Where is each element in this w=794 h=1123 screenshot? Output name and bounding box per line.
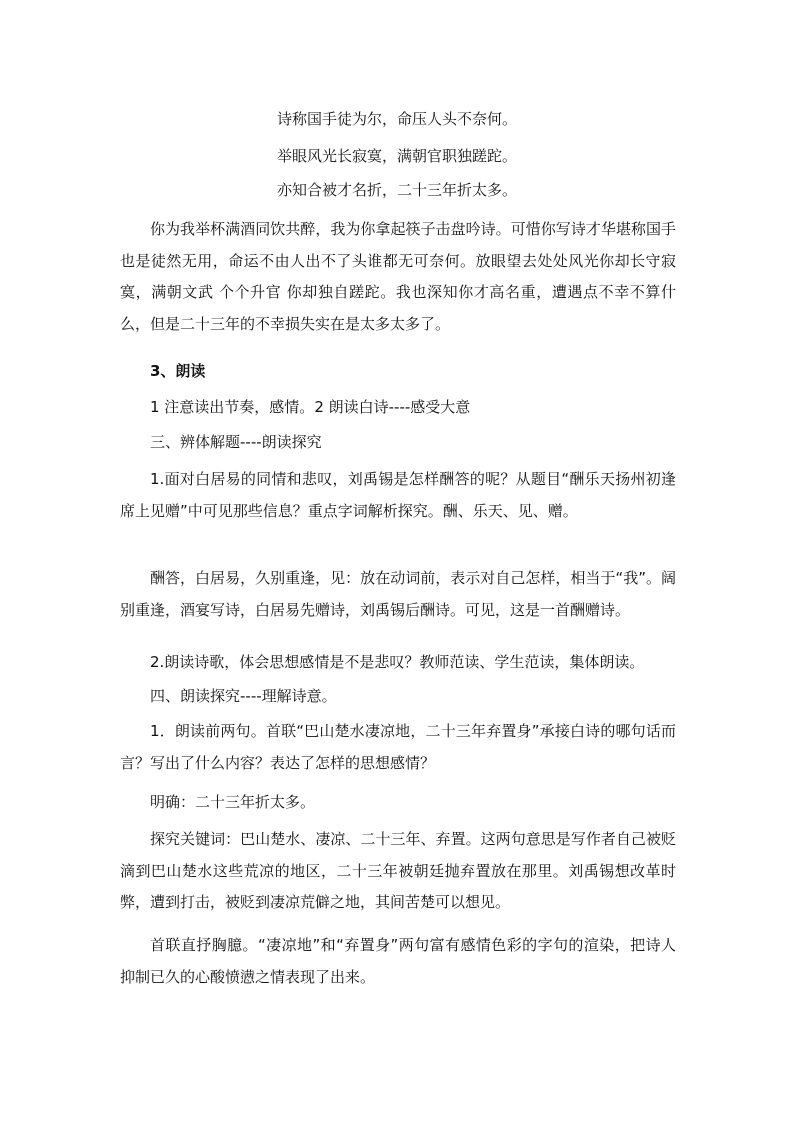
answer-paragraph: 明确：二十三年折太多。 — [150, 793, 316, 811]
section-heading-three: 三、辨体解题----朗读探究 — [150, 433, 322, 451]
explanation-paragraph-2: 探究关键词：巴山楚水、凄凉、二十三年、弃置。这两句意思是写作者自己被贬滴到巴山楚水这些荒凉的地区，二十三年被朝廷抛弃置放在那里。刘禹锡想改革时弊，遭到打击，被贬到凄凉荒僻之地，其间苦楚可以想见。 — [120, 830, 676, 911]
poem-line-1: 诗称国手徒为尔，命压人头不奈何。 — [276, 110, 517, 128]
poem-line-2: 举眼风光长寂寞，满朝官职独蹉跎。 — [276, 147, 517, 165]
section-heading-reading: 3、朗读 — [150, 362, 206, 380]
section-heading-four: 四、朗读探究----理解诗意。 — [150, 687, 337, 705]
translation-paragraph: 你为我举杯满酒同饮共醉，我为你拿起筷子击盘吟诗。可惜你写诗才华堪称国手也是徒然无用，命运不由人出不了头谁都无可奈何。放眼望去处处风光你却长守寂寞，满朝文武 个个升官 你却独自蹉跎。我也深知你才高名重，遭遇点不幸不算什么，但是二十三年的不幸损失实在是太多太多了。 — [120, 220, 676, 333]
question-paragraph-1: 1.面对白居易的同情和悲叹，刘禹锡是怎样酬答的呢？从题目“酬乐天扬州初逢席上见赠”中可见那些信息？重点字词解析探究。酬、乐天、见、赠。 — [120, 470, 676, 520]
explanation-paragraph-1: 酬答，白居易，久别重逢，见：放在动词前，表示对自己怎样，相当于“我”。阔别重逢，酒宴写诗，白居易先赠诗，刘禹锡后酬诗。可见，这是一首酬赠诗。 — [120, 569, 676, 619]
question-paragraph-3: 1．朗读前两句。首联“巴山楚水凄凉地，二十三年弃置身”承接白诗的哪句话而言？写出了什么内容？表达了怎样的思想感情？ — [120, 722, 676, 772]
poem-line-3: 亦知合被才名折，二十三年折太多。 — [276, 181, 517, 199]
question-paragraph-2: 2.朗读诗歌，体会思想感情是不是悲叹？教师范读、学生范读，集体朗读。 — [150, 653, 645, 671]
explanation-paragraph-3: 首联直抒胸臆。“凄凉地”和“弃置身”两句富有感情色彩的字句的渲染，把诗人抑制已久的心酸愤懑之情表现了出来。 — [120, 936, 676, 986]
reading-instructions: 1 注意读出节奏，感情。2 朗读白诗----感受大意 — [150, 398, 471, 416]
